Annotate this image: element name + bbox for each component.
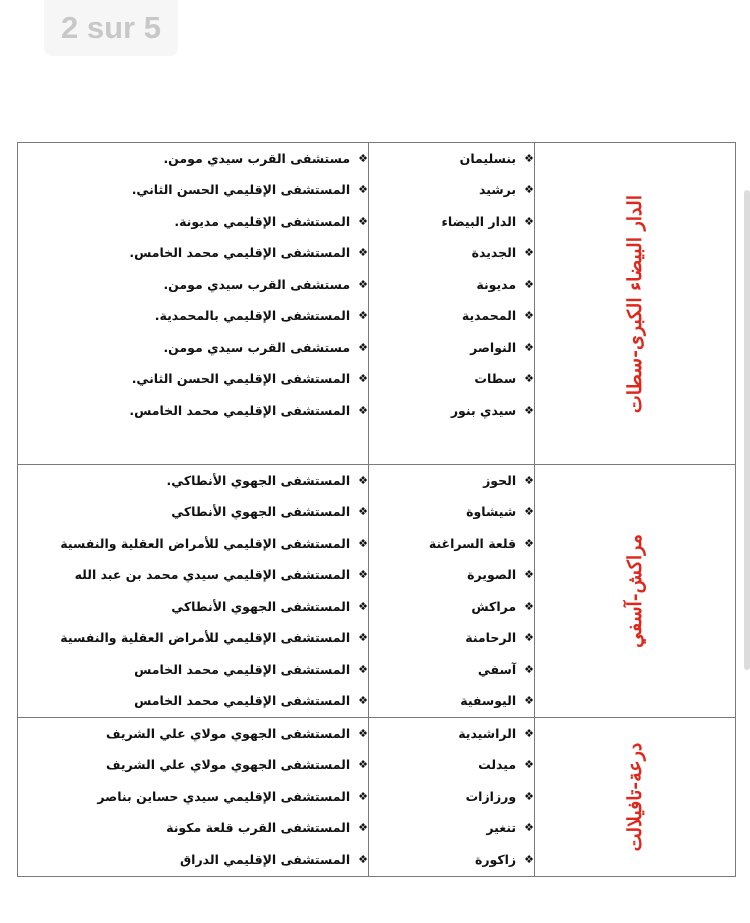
bullet-icon: ❖ [358, 789, 368, 803]
province-name: تنغير [486, 820, 517, 836]
bullet-icon: ❖ [358, 151, 368, 165]
province-item [369, 591, 534, 623]
hospital-item [18, 497, 368, 529]
hospital-item [18, 591, 368, 623]
bullet-icon: ❖ [358, 568, 368, 582]
hospitals-cell [18, 143, 369, 465]
region-cell [535, 718, 736, 877]
table-row [18, 465, 736, 718]
hospital-item [18, 686, 368, 718]
bullet-icon: ❖ [524, 183, 534, 197]
bullet-icon: ❖ [358, 662, 368, 676]
bullet-icon: ❖ [524, 536, 534, 550]
hospital-name: المستشفى الإقليمي سيدي حساين بناصر [97, 788, 351, 804]
hospital-name: المستشفى الجهوي الأنطاكي [171, 504, 351, 520]
hospital-name: المستشفى الإقليمي الحسن الثاني. [131, 182, 351, 198]
hospital-name: المستشفى الجهوي الأنطاكي [171, 598, 351, 614]
hospital-item [18, 781, 368, 813]
regions-table [17, 142, 736, 877]
hospital-name: المستشفى الجهوي مولاي علي الشريف [105, 757, 351, 773]
scrollbar[interactable] [744, 190, 750, 670]
province-name: الراشيدية [458, 725, 517, 741]
hospital-item [18, 269, 368, 301]
bullet-icon: ❖ [524, 246, 534, 260]
bullet-icon: ❖ [524, 758, 534, 772]
province-name: سطات [474, 371, 517, 387]
bullet-icon: ❖ [524, 631, 534, 645]
bullet-icon: ❖ [358, 505, 368, 519]
hospital-item [18, 301, 368, 333]
hospital-name: المستشفى الإقليمي الحسن الثاني. [131, 371, 351, 387]
region-cell [535, 465, 736, 718]
province-name: الدار البيضاء [441, 213, 517, 229]
province-item [369, 175, 534, 207]
bullet-icon: ❖ [524, 309, 534, 323]
bullet-icon: ❖ [358, 536, 368, 550]
province-item [369, 143, 534, 175]
province-item [369, 528, 534, 560]
bullet-icon: ❖ [358, 309, 368, 323]
hospital-name: المستشفى الإقليمي للأمراض العقلية والنفسية [60, 535, 351, 551]
hospital-item [18, 175, 368, 207]
province-item [369, 206, 534, 238]
province-name: النواصر [470, 339, 517, 355]
province-name: شيشاوة [466, 504, 517, 520]
province-name: قلعة السراغنة [428, 535, 517, 551]
bullet-icon: ❖ [524, 852, 534, 866]
hospital-name: المستشفى الإقليمي بالمحمدية. [154, 308, 351, 324]
bullet-icon: ❖ [524, 694, 534, 708]
hospital-name: المستشفى الإقليمي محمد الخامس [134, 661, 351, 677]
region-name: مراكش-آسفي [624, 534, 646, 648]
bullet-icon: ❖ [524, 662, 534, 676]
province-name: الجديدة [471, 245, 517, 261]
hospital-item [18, 528, 368, 560]
hospital-item [18, 395, 368, 427]
province-name: ورزازات [465, 788, 517, 804]
province-name: مديونة [476, 276, 517, 292]
bullet-icon: ❖ [358, 246, 368, 260]
hospital-name: مستشفى القرب سيدي مومن. [163, 150, 351, 166]
bullet-icon: ❖ [358, 852, 368, 866]
province-item [369, 781, 534, 813]
provinces-list [369, 718, 534, 876]
hospitals-list [18, 465, 368, 717]
hospital-item [18, 206, 368, 238]
bullet-icon: ❖ [524, 568, 534, 582]
provinces-cell [369, 465, 535, 718]
provinces-cell [369, 143, 535, 465]
province-item [369, 395, 534, 427]
hospitals-list [18, 143, 368, 427]
bullet-icon: ❖ [358, 599, 368, 613]
hospital-name: المستشفى الإقليمي الدراق [180, 851, 351, 867]
bullet-icon: ❖ [358, 758, 368, 772]
province-item [369, 332, 534, 364]
province-name: مراكش [471, 598, 517, 614]
hospital-item [18, 718, 368, 750]
bullet-icon: ❖ [524, 726, 534, 740]
hospitals-cell [18, 465, 369, 718]
hospital-name: مستشفى القرب سيدي مومن. [163, 339, 351, 355]
bullet-icon: ❖ [524, 151, 534, 165]
province-item [369, 560, 534, 592]
hospital-name: المستشفى الإقليمي محمد الخامس [134, 693, 351, 709]
province-name: الرحامنة [465, 630, 517, 646]
hospital-item [18, 844, 368, 876]
province-name: اليوسفية [460, 693, 517, 709]
provinces-list [369, 465, 534, 717]
province-item [369, 813, 534, 845]
hospital-item [18, 465, 368, 497]
bullet-icon: ❖ [524, 277, 534, 291]
province-item [369, 364, 534, 396]
hospital-item [18, 623, 368, 655]
province-item [369, 301, 534, 333]
hospital-item [18, 560, 368, 592]
bullet-icon: ❖ [358, 214, 368, 228]
bullet-icon: ❖ [358, 340, 368, 354]
hospitals-list [18, 718, 368, 876]
hospital-name: المستشفى الجهوي مولاي علي الشريف [105, 725, 351, 741]
page-indicator: 2 sur 5 [44, 0, 178, 56]
hospital-name: المستشفى القرب قلعة مكونة [166, 820, 351, 836]
hospital-item [18, 813, 368, 845]
province-item [369, 654, 534, 686]
province-name: زاكورة [474, 851, 517, 867]
province-name: الصويرة [467, 567, 517, 583]
region-cell [535, 143, 736, 465]
bullet-icon: ❖ [358, 694, 368, 708]
hospital-name: المستشفى الإقليمي مديونة. [174, 213, 351, 229]
region-name: الدار البيضاء الكبرى-سطات [624, 194, 646, 413]
bullet-icon: ❖ [524, 403, 534, 417]
hospital-item [18, 364, 368, 396]
hospital-item [18, 750, 368, 782]
provinces-list [369, 143, 534, 427]
province-item [369, 750, 534, 782]
province-item [369, 623, 534, 655]
table-row [18, 718, 736, 877]
bullet-icon: ❖ [524, 214, 534, 228]
bullet-icon: ❖ [358, 631, 368, 645]
table-row [18, 143, 736, 465]
province-name: المحمدية [461, 308, 517, 324]
province-name: آسفي [477, 661, 517, 677]
bullet-icon: ❖ [524, 473, 534, 487]
province-item [369, 718, 534, 750]
bullet-icon: ❖ [358, 277, 368, 291]
hospital-name: المستشفى الإقليمي محمد الخامس. [129, 245, 351, 261]
hospital-item [18, 143, 368, 175]
bullet-icon: ❖ [524, 599, 534, 613]
bullet-icon: ❖ [524, 789, 534, 803]
province-item [369, 686, 534, 718]
province-name: بنسليمان [459, 150, 517, 166]
bullet-icon: ❖ [524, 505, 534, 519]
bullet-icon: ❖ [358, 403, 368, 417]
province-item [369, 269, 534, 301]
province-item [369, 238, 534, 270]
bullet-icon: ❖ [524, 372, 534, 386]
bullet-icon: ❖ [358, 726, 368, 740]
province-name: الحوز [483, 472, 517, 488]
hospitals-cell [18, 718, 369, 877]
province-item [369, 465, 534, 497]
province-item [369, 844, 534, 876]
region-name: درعة-تافيلالت [624, 742, 646, 852]
provinces-cell [369, 718, 535, 877]
hospital-name: المستشفى الإقليمي محمد الخامس. [129, 402, 351, 418]
bullet-icon: ❖ [358, 473, 368, 487]
hospital-name: المستشفى الإقليمي للأمراض العقلية والنفسية [60, 630, 351, 646]
bullet-icon: ❖ [524, 340, 534, 354]
hospital-name: المستشفى الإقليمي سيدي محمد بن عبد الله [74, 567, 351, 583]
hospital-item [18, 654, 368, 686]
bullet-icon: ❖ [358, 821, 368, 835]
hospital-item [18, 332, 368, 364]
hospital-item [18, 238, 368, 270]
bullet-icon: ❖ [524, 821, 534, 835]
province-name: ميدلت [478, 757, 517, 773]
bullet-icon: ❖ [358, 183, 368, 197]
bullet-icon: ❖ [358, 372, 368, 386]
province-item [369, 497, 534, 529]
province-name: سيدي بنور [450, 402, 517, 418]
hospital-name: المستشفى الجهوي الأنطاكي. [166, 472, 351, 488]
province-name: برشيد [479, 182, 517, 198]
hospital-name: مستشفى القرب سيدي مومن. [163, 276, 351, 292]
